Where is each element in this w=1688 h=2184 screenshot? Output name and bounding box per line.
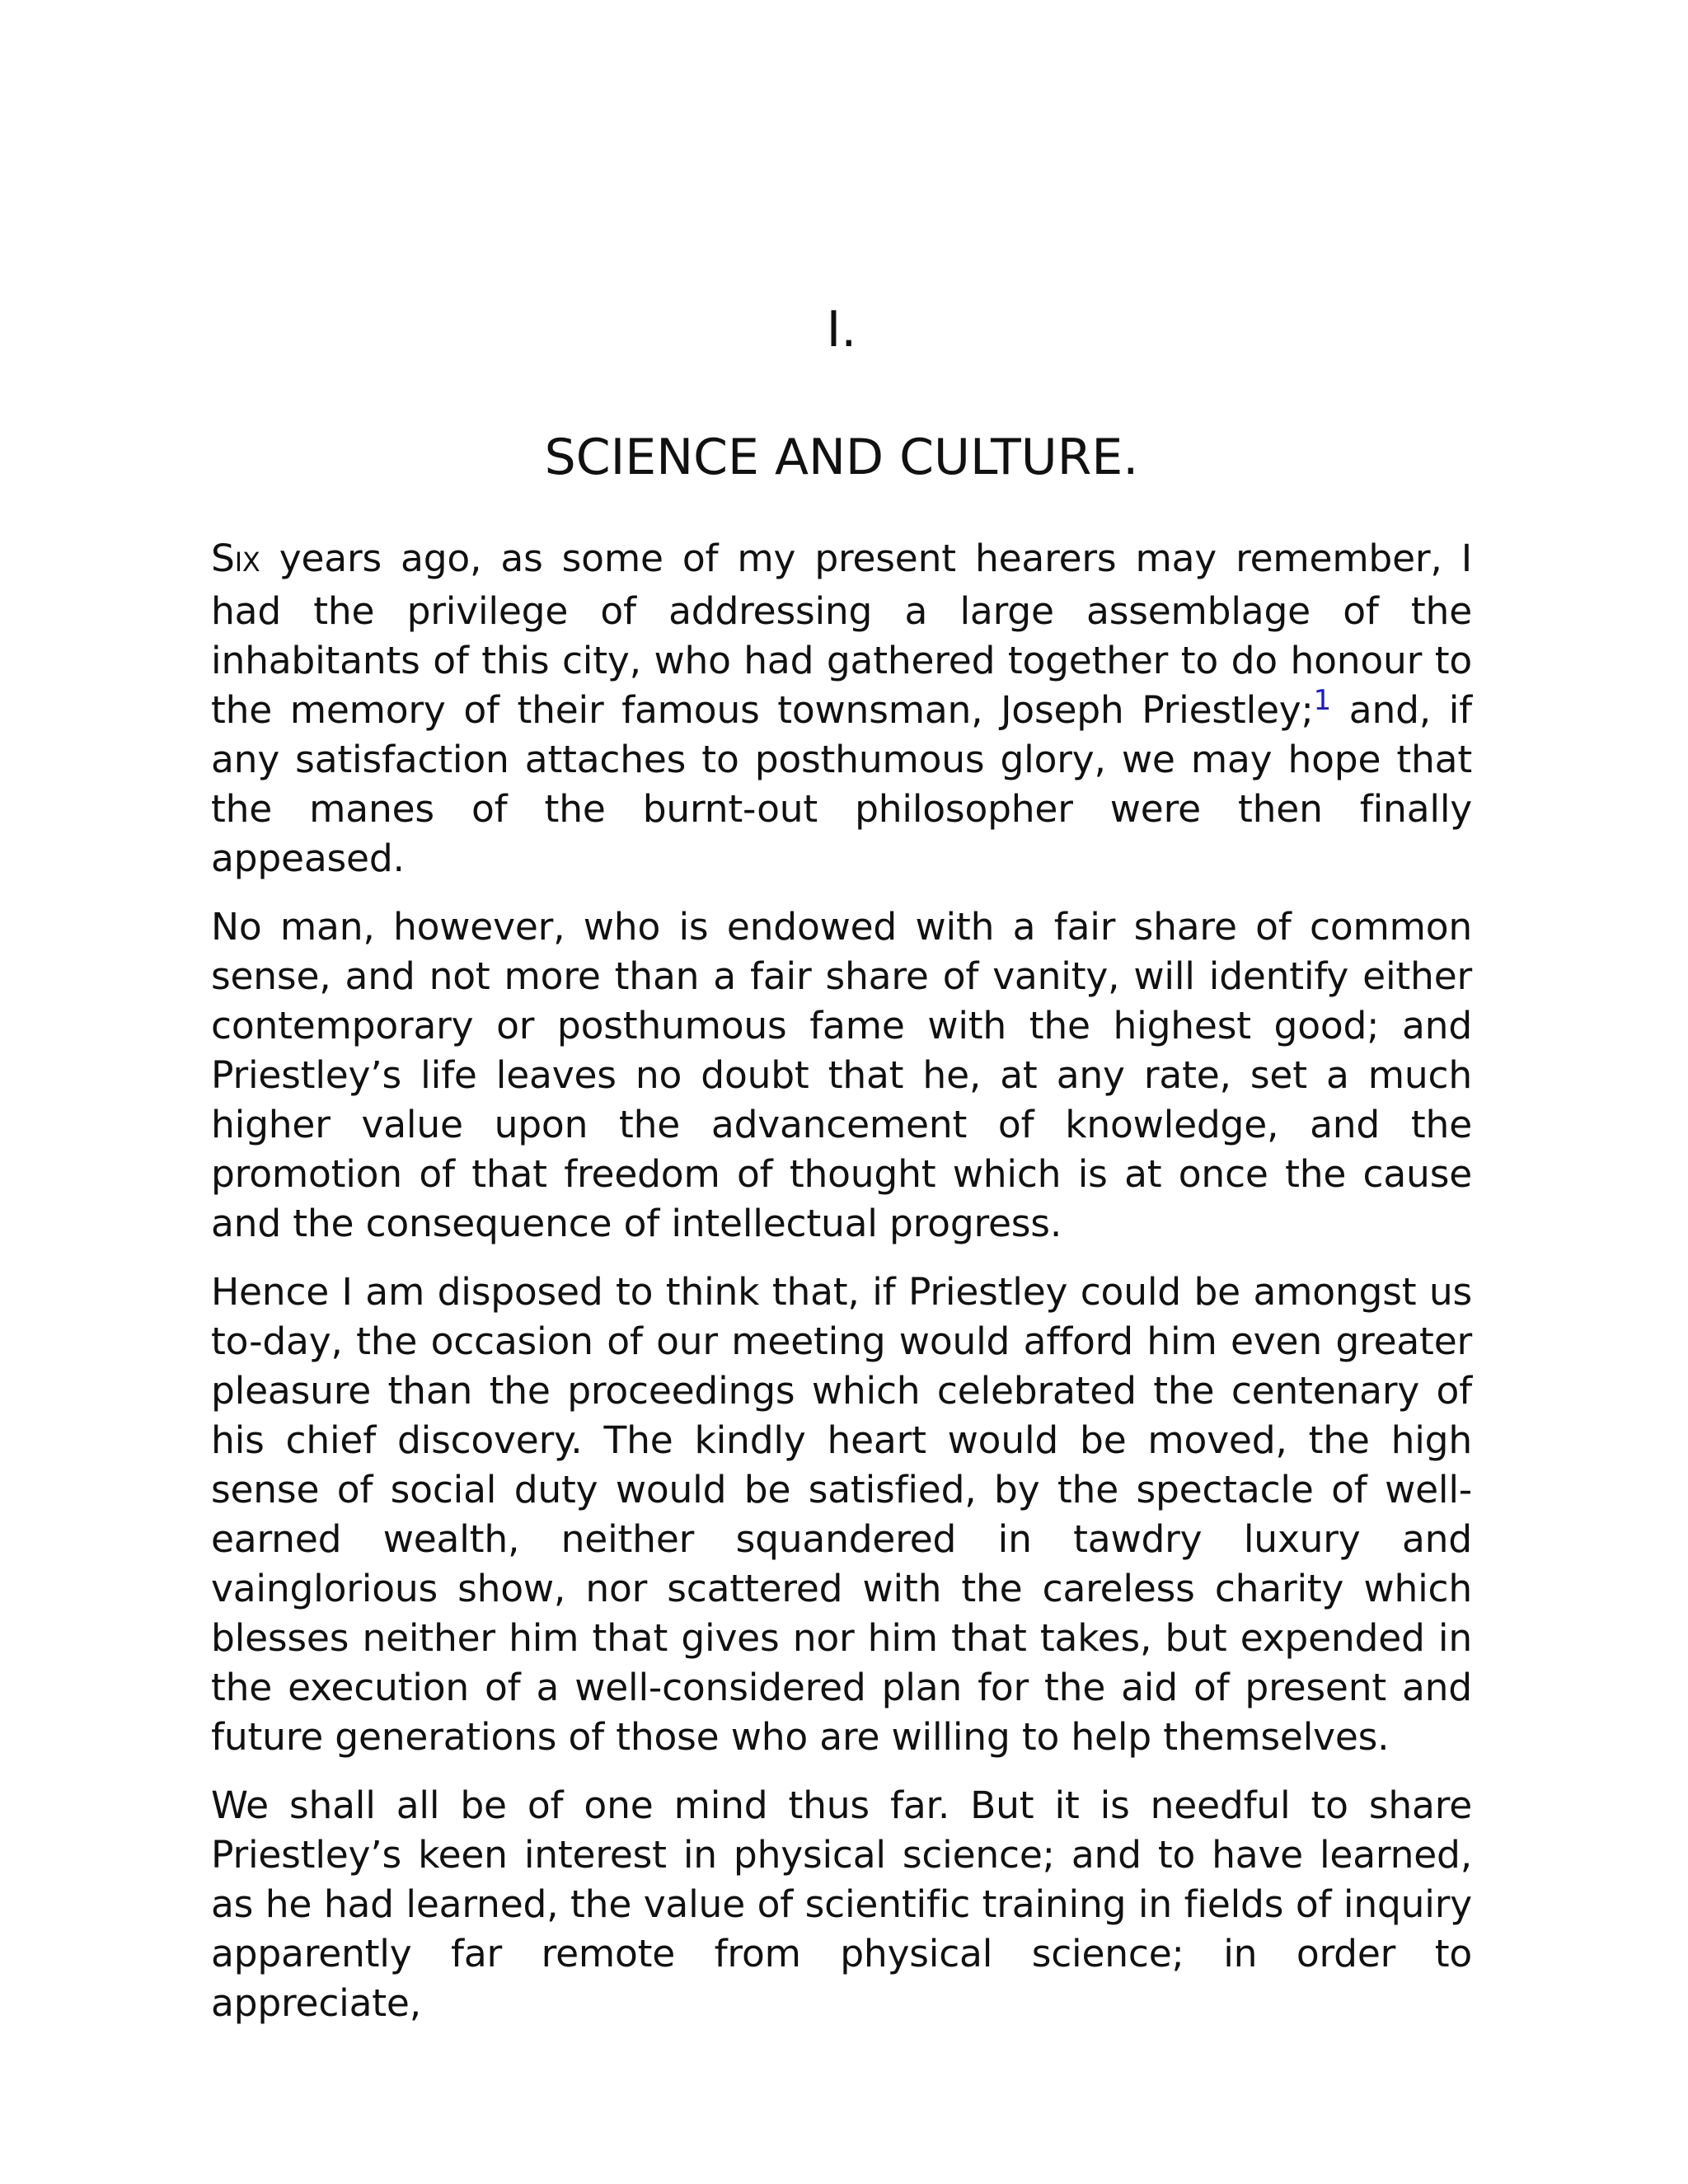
paragraph-4: We shall all be of one mind thus far. But it is needful to share Priestley’s keen interest in physical science; and to have learned, as he had learned, the value of scientific training in fields of inquiry apparently far remote from physical science; in order to appreciate, xyxy=(211,1783,1472,2025)
dropcap-small-caps: IX xyxy=(234,546,260,578)
body-text xyxy=(211,534,1472,2047)
paragraph-1 xyxy=(211,534,1472,883)
paragraph-2: No man, however, who is endowed with a fair share of common sense, and not more than a fair share of vanity, will identify either contemporary or posthumous fame with the highest good; and Priestley’s life leaves no doubt that he, at any rate, set a much higher value upon the advancement of knowledge, and the promotion of that freedom of thought which is at once the cause and the consequence of intellectual progress. xyxy=(211,905,1472,1245)
paragraph-1-text-after-note: and, if any satisfaction attaches to posthumous glory, we may hope that the manes of the burnt-out philosopher were then finally appeased. xyxy=(211,688,1472,880)
chapter-title: SCIENCE AND CULTURE. xyxy=(544,429,1139,486)
footnote-ref-link[interactable]: 1 xyxy=(1313,684,1332,717)
dropcap-first-letter: S xyxy=(211,537,235,580)
book-page xyxy=(211,0,1472,2184)
paragraph-3: Hence I am disposed to think that, if Priestley could be amongst us to-day, the occasion of our meeting would afford him even greater pleasure than the proceedings which celebrated the centenary of his chief discovery. The kindly heart would be moved, the high sense of social duty would be satisfied, by the spectacle of well-earned wealth, neither squandered in tawdry luxury and vainglorious show, nor scattered with the careless charity which blesses neither him that gives nor him that takes, but expended in the execution of a well-considered plan for the aid of present and future generations of those who are willing to help themselves. xyxy=(211,1270,1472,1759)
paragraph-1-text-before-note: years ago, as some of my present hearers may remember, I had the privilege of addressing a large assemblage of the inhabitants of this city, who had gathered together to do honour to the memory of their famous townsman, Joseph Priestley; xyxy=(211,537,1472,732)
chapter-number: I. xyxy=(826,301,857,359)
